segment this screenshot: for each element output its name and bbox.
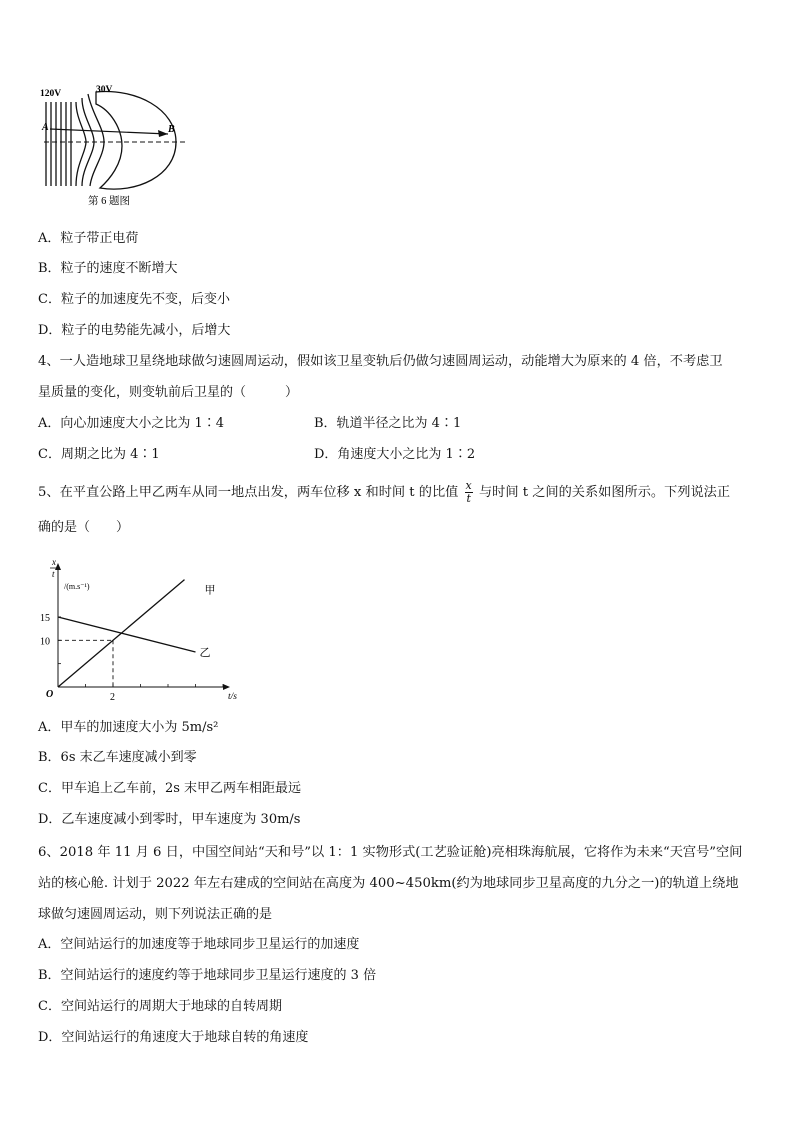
q4-option-a: A．向心加速度大小之比为 1∶4 (38, 416, 225, 431)
y-tick-label-10: 10 (40, 636, 50, 648)
x-axis-arrow (223, 684, 230, 690)
label-a: A (42, 122, 49, 133)
y-axis-unit: /(m.s⁻¹) (64, 582, 90, 591)
label-b: B (168, 124, 175, 135)
q5-stem-line1 (38, 480, 730, 505)
q5-stem-part2: 与时间 t 之间的关系如图所示。下列说法正 (478, 485, 731, 500)
q3-option-c: C．粒子的加速度先不变，后变小 (38, 292, 230, 307)
label-120v: 120V (40, 89, 62, 99)
q3-option-a: A．粒子带正电荷 (38, 231, 139, 246)
label-30v: 30V (96, 85, 113, 95)
q6-stem-line1: 6、2018 年 11 月 6 日，中国空间站“天和号”以 1：1 实物形式(工艺验证舱)亮相珠海航展，它将作为未来“天宫号”空间 (38, 845, 743, 860)
q6-option-b: B．空间站运行的速度约等于地球同步卫星运行速度的 3 倍 (38, 968, 377, 983)
figure-caption: 第 6 题图 (88, 196, 130, 207)
origin-label: O (46, 689, 54, 700)
q5-frac-den: t (466, 492, 471, 505)
x-axis-label: t/s (228, 692, 237, 702)
q5-stem-line2: 确的是（ ） (38, 520, 130, 535)
q5-option-c: C．甲车追上乙车前，2s 末甲乙两车相距最远 (38, 781, 302, 796)
q4-stem-line2: 星质量的变化，则变轨前后卫星的（ ） (38, 385, 299, 400)
q3-option-b: B．粒子的速度不断增大 (38, 261, 178, 276)
series-jia-label: 甲 (204, 584, 216, 597)
series-yi-label: 乙 (199, 646, 211, 659)
q4-stem-line1: 4、一人造地球卫星绕地球做匀速圆周运动，假如该卫星变轨后仍做匀速圆周运动，动能增大为原来的 4 倍，不考虑卫 (38, 354, 723, 369)
x-tick-label-2: 2 (110, 692, 115, 703)
q5-stem-part1: 5、在平直公路上甲乙两车从同一地点出发，两车位移 x 和时间 t 的比值 (38, 485, 459, 500)
y-tick-label-15: 15 (40, 612, 50, 624)
q4-option-c: C．周期之比为 4∶1 (38, 447, 160, 462)
q5-option-a: A．甲车的加速度大小为 5m/s² (38, 720, 219, 735)
q6-stem-line3: 球做匀速圆周运动，则下列说法正确的是 (38, 907, 273, 922)
q5-option-d: D．乙车速度减小到零时，甲车速度为 30m/s (38, 812, 301, 827)
y-axis-label-num: x (52, 557, 56, 567)
y-axis-label-den: t (52, 569, 55, 579)
equipotential-figure (36, 84, 196, 214)
q5-frac-num: x (465, 479, 472, 492)
q4-option-b: B．轨道半径之比为 4∶1 (314, 416, 462, 431)
q6-stem-line2: 站的核心舱. 计划于 2022 年左右建成的空间站在高度为 400~450km(约为地球同步卫星高度的九分之一)的轨道上绕地 (38, 876, 739, 891)
q6-option-d: D．空间站运行的角速度大于地球自转的角速度 (38, 1030, 309, 1045)
q5-option-b: B．6s 末乙车速度减小到零 (38, 750, 197, 765)
q5-fraction (465, 480, 473, 505)
series-yi-line (58, 617, 196, 652)
q6-option-c: C．空间站运行的周期大于地球的自转周期 (38, 999, 282, 1014)
q4-option-d: D．角速度大小之比为 1∶2 (314, 447, 476, 462)
q3-option-d: D．粒子的电势能先减小，后增大 (38, 323, 231, 338)
x-over-t-chart (30, 555, 240, 705)
q6-option-a: A．空间站运行的加速度等于地球同步卫星运行的加速度 (38, 937, 360, 952)
